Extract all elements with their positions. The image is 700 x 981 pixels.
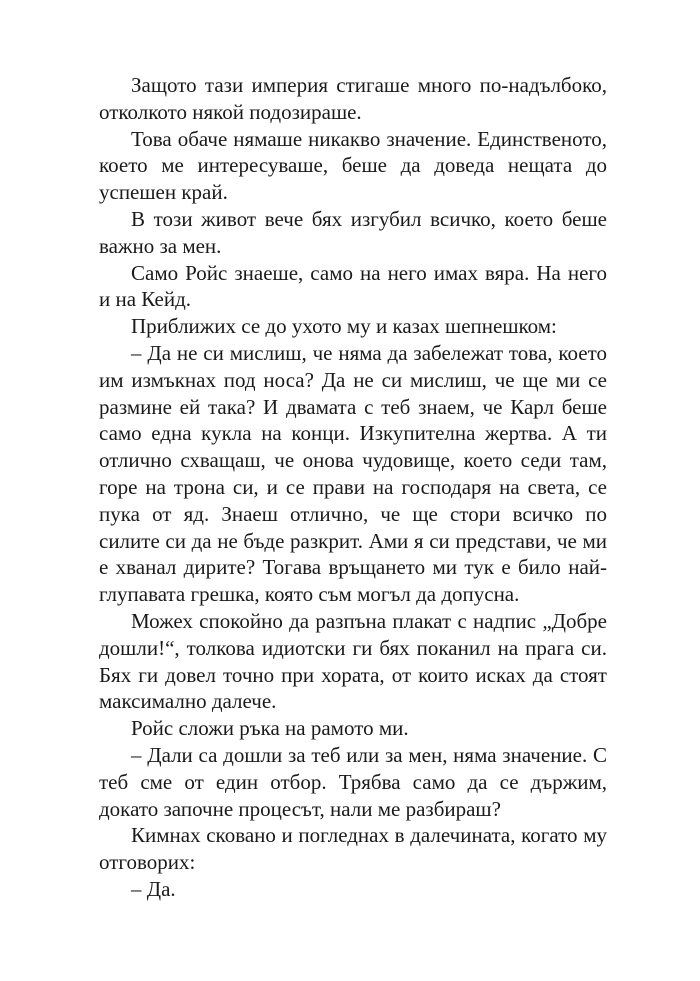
paragraph: Кимнах сковано и погледнах в далечината, когато му отговорих: — [99, 823, 607, 875]
body-text — [99, 72, 607, 903]
paragraph: Ройс сложи ръка на рамото ми. — [131, 716, 409, 741]
paragraph: – Да не си мислиш, че няма да забележат това, което им измъкнах под носа? Да не си мислиш, че ще ми се размине ей така? И двамата с теб знаем, че Карл беше само една кукла на конци. Изкупителна жертва. А ти отлично схващаш, че онова чудовище, което седи там, горе на трона си, и се прави на господаря на света, се пука от яд. Знаеш отлично, че ще стори всичко по силите си да не бъде разкрит. Ами я си представи, че ми е хванал дирите? Тогава връщането ми тук е било най-глупавата грешка, която съм могъл да допусна. — [99, 340, 607, 607]
paragraph: – Дали са дошли за теб или за мен, няма значение. С теб сме от един отбор. Трябва само да се държим, докато започне процесът, нали ме разбираш? — [99, 742, 607, 821]
paragraph: В този живот вече бях изгубил всичко, което беше важно за мен. — [99, 206, 607, 258]
paragraph: Приближих се до ухото му и казах шепнешком: — [131, 314, 557, 339]
paragraph: Можех спокойно да разпъна плакат с надпис „Добре дошли!“, толкова идиотски ги бях поканил на прага си. Бях ги довел точно при хората, от които исках да стоят максимално далече. — [99, 608, 607, 714]
paragraph: Защото тази империя стигаше много по-надълбоко, отколкото някой подозираше. — [99, 73, 607, 124]
paragraph: Само Ройс знаеше, само на него имах вяра. На него и на Кейд. — [99, 260, 607, 312]
paragraph: Това обаче нямаше никакво значение. Единственото, което ме интересуваше, беше да доведа нещата до успешен край. — [99, 126, 607, 205]
paragraph: – Да. — [131, 876, 176, 901]
